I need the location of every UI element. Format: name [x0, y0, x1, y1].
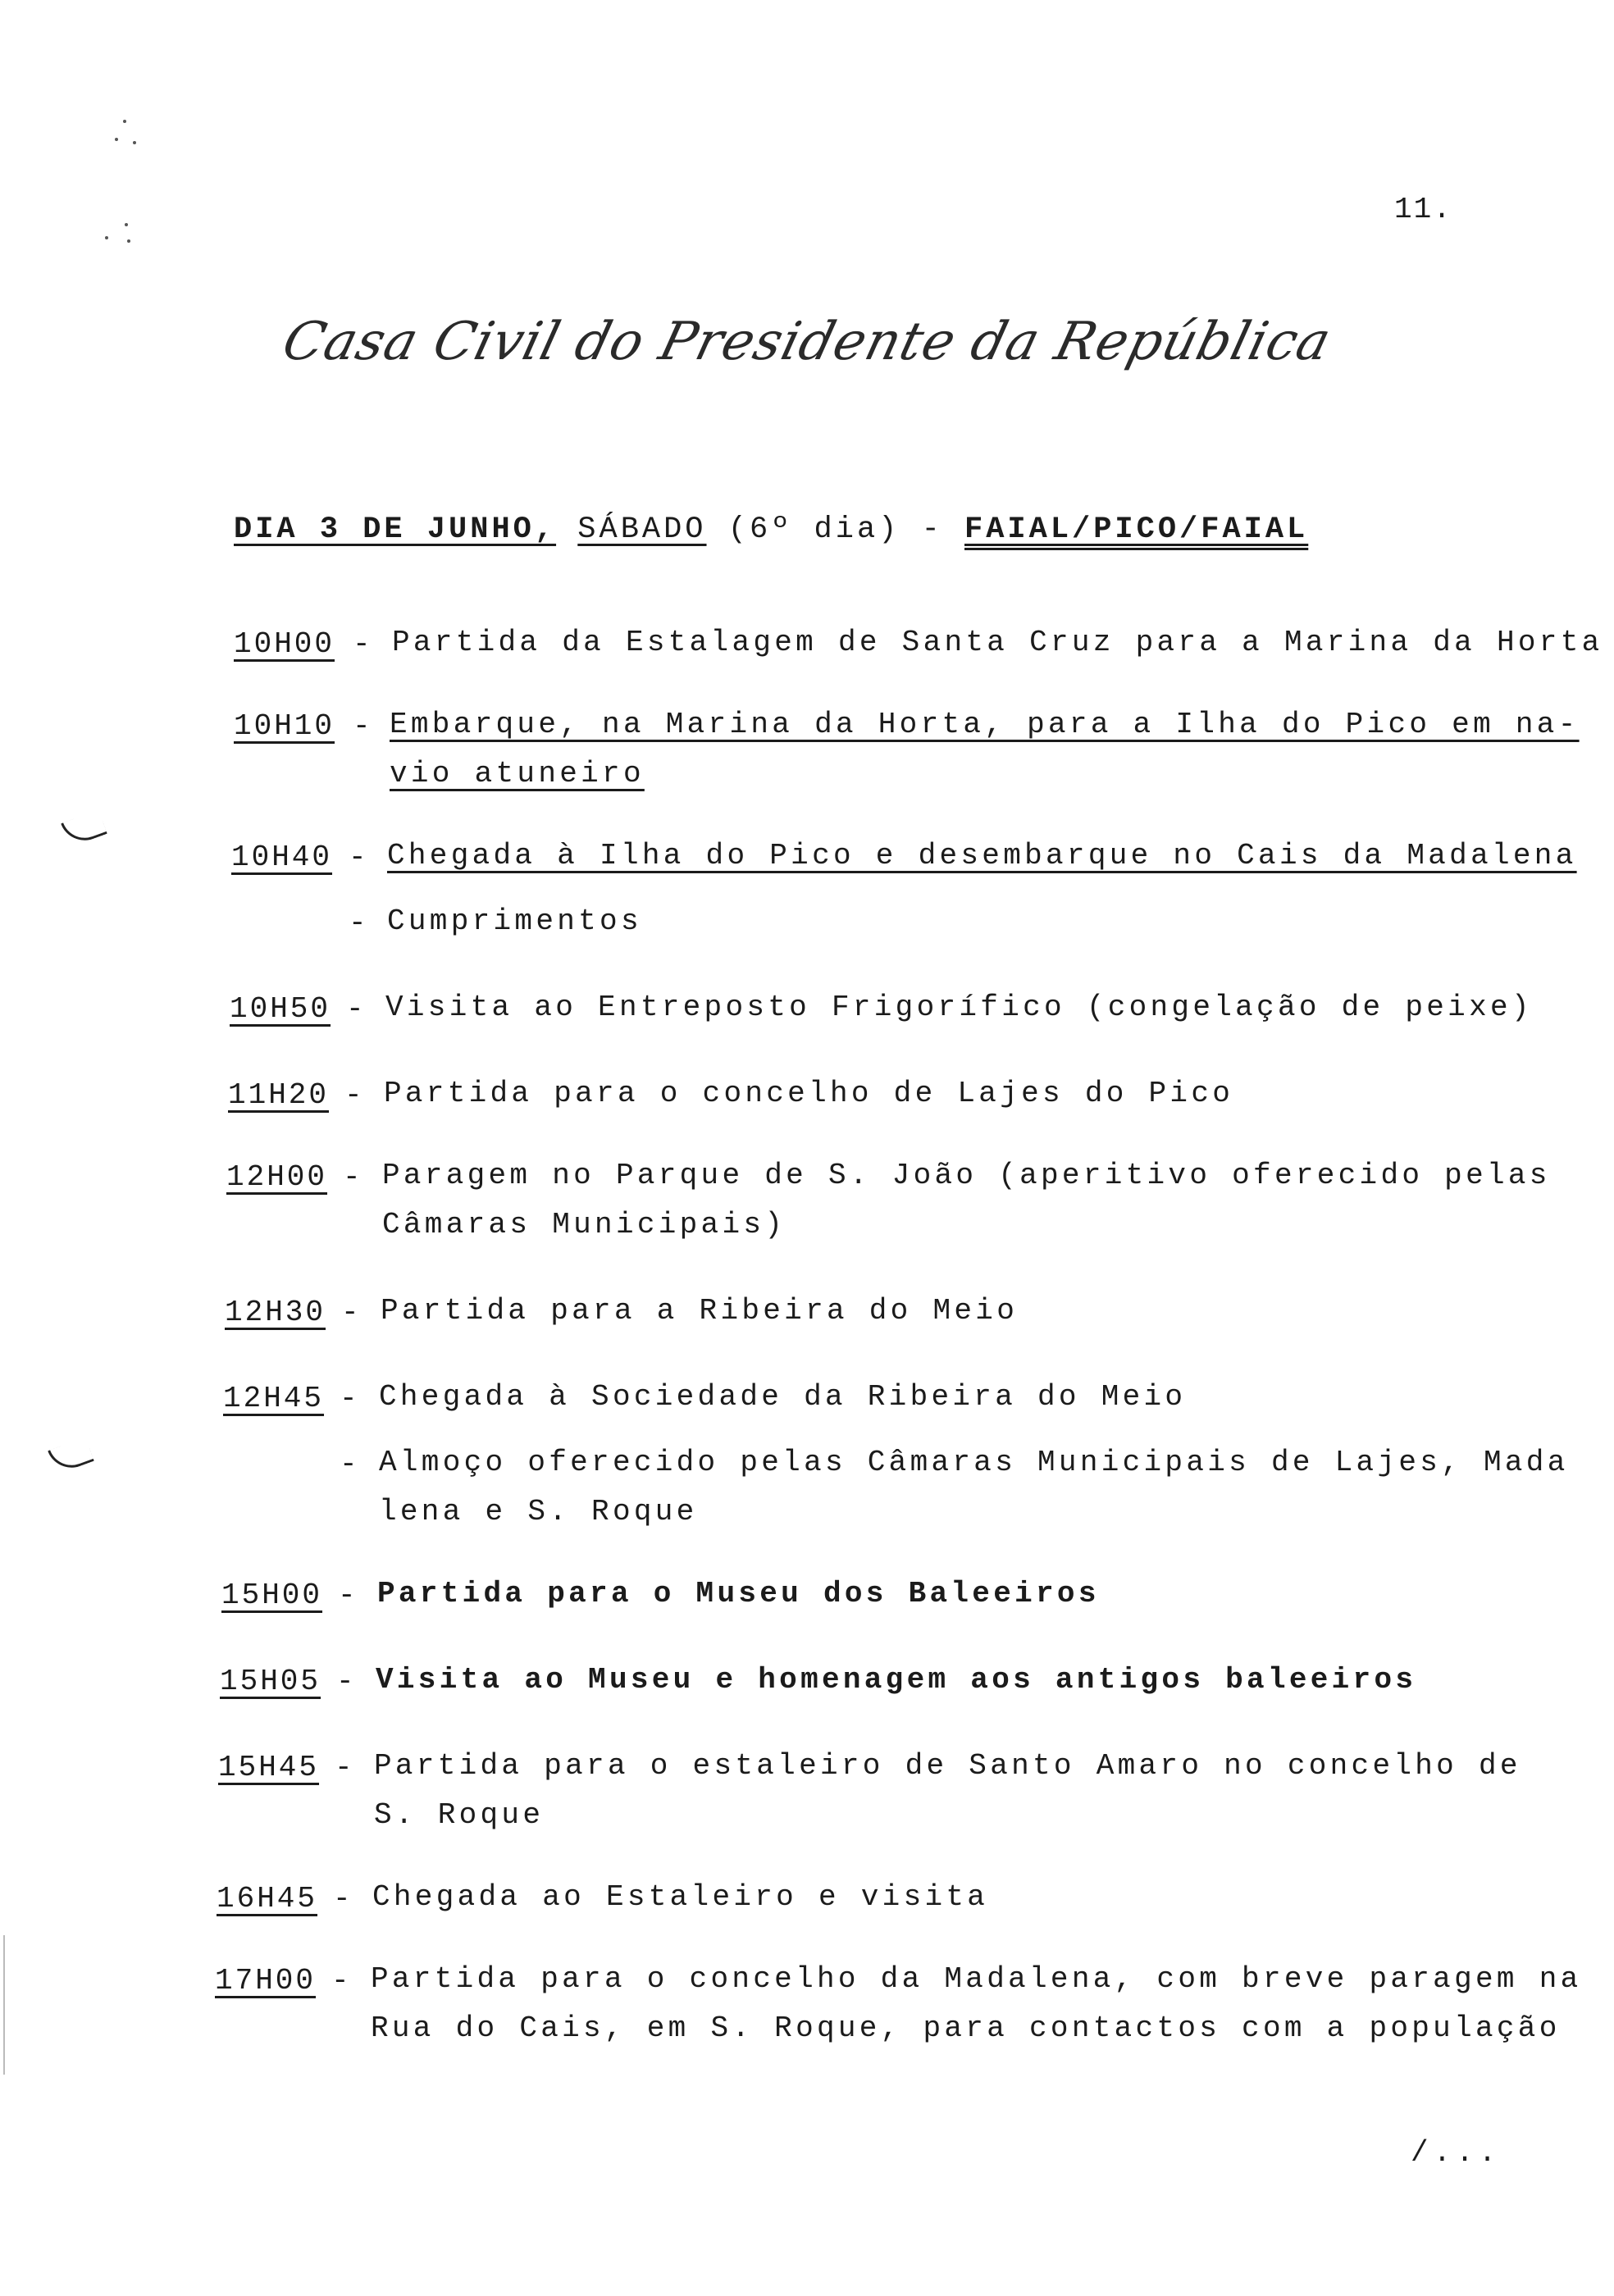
handwritten-check-icon	[48, 1437, 94, 1475]
entry-text: Chegada ao Estaleiro e visita	[372, 1880, 989, 1914]
entry-text: Paragem no Parque de S. João (aperitivo oferecido pelas	[382, 1159, 1551, 1192]
scan-speck	[125, 223, 128, 226]
entry-time: 12H45	[223, 1382, 325, 1415]
entry-text: Partida para o estaleiro de Santo Amaro no concelho de	[374, 1749, 1521, 1783]
entry-dash: -	[340, 1382, 358, 1415]
scan-edge	[3, 1935, 5, 2075]
entry-time: 10H10	[234, 709, 335, 743]
entry-text: Partida para o concelho da Madalena, com breve paragem na	[371, 1962, 1582, 1996]
entry-time: 12H00	[226, 1160, 328, 1194]
entry-text: Partida da Estalagem de Santa Cruz para a Marina da Horta	[392, 626, 1603, 659]
heading-date: DIA 3 DE JUNHO,	[234, 512, 557, 547]
scan-speck	[127, 239, 130, 243]
continuation-mark: /...	[1411, 2136, 1502, 2170]
entry-text: Chegada à Sociedade da Ribeira do Meio	[379, 1380, 1187, 1414]
entry-dash: -	[333, 1882, 351, 1916]
entry-text: vio atuneiro	[390, 757, 645, 790]
entry-dash: -	[349, 840, 367, 874]
entry-dash: -	[346, 992, 364, 1026]
entry-dash: -	[331, 1964, 349, 1998]
entry-text: Partida para o Museu dos Baleeiros	[377, 1577, 1100, 1610]
entry-time: 15H00	[221, 1578, 323, 1612]
heading-weekday: SÁBADO	[577, 512, 707, 547]
entry-text: lena e S. Roque	[379, 1495, 698, 1528]
entry-text: Chegada à Ilha do Pico e desembarque no Cais da Madalena	[387, 839, 1577, 872]
entry-time: 17H00	[215, 1964, 317, 1998]
entry-dash: -	[353, 709, 371, 743]
entry-dash: -	[340, 1447, 358, 1481]
day-heading	[234, 512, 1308, 547]
entry-text: Almoço oferecido pelas Câmaras Municipais de Lajes, Mada	[379, 1446, 1569, 1479]
page-number: 11.	[1394, 193, 1452, 226]
entry-time: 15H05	[220, 1665, 321, 1698]
heading-route: FAIAL/PICO/FAIAL	[964, 512, 1309, 547]
entry-time: 16H45	[217, 1882, 318, 1916]
scan-speck	[123, 120, 126, 123]
entry-text: S. Roque	[374, 1798, 545, 1832]
entry-text: Rua do Cais, em S. Roque, para contactos com a população	[371, 2011, 1561, 2045]
entry-time: 15H45	[218, 1751, 320, 1784]
entry-dash: -	[335, 1751, 353, 1784]
entry-text: Câmaras Municipais)	[382, 1208, 786, 1241]
entry-time: 12H30	[225, 1296, 326, 1329]
scan-speck	[105, 236, 108, 239]
entry-time: 11H20	[228, 1078, 330, 1112]
letterhead-script: Casa Civil do Presidente da República	[276, 312, 1338, 372]
entry-text: Visita ao Museu e homenagem aos antigos baleeiros	[376, 1663, 1417, 1697]
entry-time: 10H00	[234, 627, 335, 661]
entry-text: Visita ao Entreposto Frigorífico (congelação de peixe)	[385, 991, 1533, 1024]
entry-text: Partida para a Ribeira do Meio	[381, 1294, 1019, 1328]
handwritten-check-icon	[61, 810, 107, 848]
entry-dash: -	[343, 1160, 361, 1194]
scan-speck	[115, 138, 118, 141]
entry-dash: -	[338, 1578, 356, 1612]
entry-time: 10H40	[231, 840, 333, 874]
heading-daycount: (6º dia) -	[727, 512, 943, 547]
entry-text: Partida para o concelho de Lajes do Pico	[384, 1077, 1234, 1110]
entry-dash: -	[344, 1078, 362, 1112]
entry-time: 10H50	[230, 992, 331, 1026]
scan-speck	[133, 141, 136, 144]
entry-text: Embarque, na Marina da Horta, para a Ilha do Pico em na-	[390, 708, 1580, 741]
entry-dash: -	[353, 627, 371, 661]
entry-dash: -	[336, 1665, 354, 1698]
entry-text: Cumprimentos	[387, 904, 642, 938]
entry-dash: -	[341, 1296, 359, 1329]
entry-dash: -	[349, 906, 367, 940]
